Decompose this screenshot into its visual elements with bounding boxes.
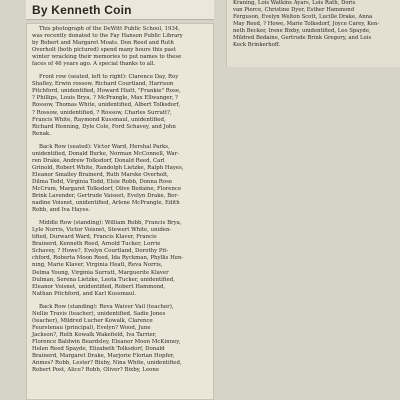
continued-column: [226, 0, 400, 67]
article-paragraph-back-row-seated: Back Row (seated): Victor Ward, Hershal Parks, unidentified, Donald Burke, Norman McConnell, War- ren Drake, Andrew Tolksdorf, Donald Reed, Carl Grinold, Robert White, Randolph Lietzke, Ralph Hayes, Eleanor Smalley Brainerd, Ruth Marske Overholt, Dilma Tedd, Virginia Todd, Elsie Robb, Donna Rose McCrum, Margaret Tolksdorf, Olive Bedaine, Florence Brink Lavender, Gertrude Vaiseet, Evelyn Drake, Ber- nadine Voisnet, unidentified, Arlene McPrangle, Edith Robb, and Iva Hayes.: [32, 143, 184, 214]
article-paragraph-back-row-standing: Back Row (standing): Reva Waiver Vail (teacher), Nellie Travis (teacher), unidentified, Sadie Jones (teacher), Mildred Lucher Kowalk, Clarence Feurstenau (principal), Evelyn? Wood, June Jackson?, Ruth Kowalk Wakefield, Iva Tarrier, Florence Baldwin Beardsley, Eleanor Moon McKinney, Helen Reed Spayde, Elizabeth Tolksdorf, Donald Brainerd, Margaret Drake, Marjorie Florian Hopfer, Anmes? Robb, Lester? Bixby, Nina White, unidentified, Robert Post, Alice? Robb, Oliver? Bixby, Leone: [32, 303, 182, 374]
article-paragraph-middle-row: Middle Row (standing): William Robb, Francis Brya, Lyle Norris, Victor Voisnet, Stewert White, uniden- tified, Durward Ward, Francis Klaver, Francis Brainerd, Kenneth Reed, Arnold Tucker, Lorrie Schavey, ? Howe?, Evelyn Courtland, Dorothy Pit- chford, Roberta Moon Reed, Ida Ryckman, Phyllis Hen- ning, Marie Klaver, Virginia Heatl, Reva Norris, Delma Young, Virginia Surratt, Marguerite Klaver Dulman, Serena Lietzke, Leota Tucker, unidentified, Eleanor Voisnet, unidentified, Robert Hammond, Nathan Pitchford, and Karl Kussmaul.: [32, 220, 184, 297]
article-column: [26, 23, 214, 400]
continued-paragraph: Kraning, Lois Watkins Ayars, Lois Rath, Doris van Pierce, Christine Dyer, Esther Hammond Ferguson, Evelyn Welton Scott, Lucille Drake, Anna May Reed, ? Howe, Marie Tolksdorf, Joyce Carey, Ken- neth Becker, Irene Bixby, unidentified, Leo Spayde, Mildred Bedaine, Gertrude Brink Gregory, and Lois Keck Brinkerhoff.: [233, 0, 380, 48]
article-paragraph-front-row: Front row (seated, left to right): Clarence Day, Roy Shafley, Erwin rossow, Richard Courtland, Harrison Pitchford, unidentified, Howard Hiatt, "Frankie" Rose, ? Phillips, Louis Brya, ? McPrangle, Max Ellwanger, ? Rossow, Thomas White, unidentified, Albert Tolksdorf, ? Rossow, unidentified, ? Rossow, Charles Surratt?, Francis White, Raymond Kussmaul, unidentified, Richard Henning, Dyle Cole, Ford Schavey, and John Renak.: [32, 74, 181, 137]
article-paragraph-intro: This photograph of the DeWitt Public School, 1934, was recently donated to the Fay Hanson Public Library by Robert and Margaret Moats. Don Reed and Ruth Overholt (both pictured) spend many hours this past winter wracking their memories to put names to these faces of 46 years ago. A special thanks to all.: [32, 26, 183, 68]
byline: By Kenneth Coin: [26, 0, 214, 20]
